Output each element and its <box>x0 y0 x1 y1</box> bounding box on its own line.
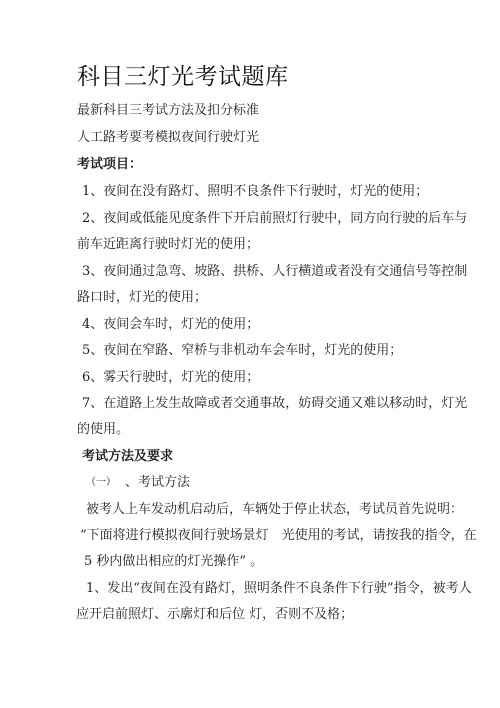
exam-item-line: 前车近距离行驶时灯光的使用； <box>77 237 260 252</box>
exam-item-line: 2、夜间或低能见度条件下开启前照灯行驶中，同方向行驶的后车与 <box>82 211 468 226</box>
exam-item-line: 3、夜间通过急弯、坡路、拱桥、人行横道或者没有交通信号等控制 <box>82 264 468 279</box>
subtitle-line-2: 人工路考要考模拟夜间行驶灯光 <box>77 130 260 145</box>
method-line: “下面将进行模拟夜间行驶场景灯 光使用的考试，请按我的指令，在 <box>80 528 477 543</box>
subtitle-line-1: 最新科目三考试方法及扣分标准 <box>77 103 260 118</box>
method-line: 1、发出“夜间在没有路灯，照明条件不良条件下行驶”指令，被考人 <box>86 581 472 596</box>
method-line: 应开启前照灯、示廓灯和后位 灯，否则不及格； <box>76 607 354 622</box>
method-sub-label: 、考试方法 <box>125 475 191 490</box>
method-subheading <box>86 475 190 492</box>
exam-item-line: 1、夜间在没有路灯、照明不良条件下行驶时，灯光的使用； <box>82 184 429 199</box>
exam-item-line: 4、夜间会车时，灯光的使用； <box>82 317 260 332</box>
section-heading-exam-items: 考试项目： <box>77 157 143 172</box>
section-heading-method: 考试方法及要求 <box>82 449 174 464</box>
exam-item-line: 7、在道路上发生故障或者交通事故，妨碍交通又难以移动时，灯光 <box>82 396 468 411</box>
method-line: 被考人上车发动机启动后，车辆处于停止状态，考试员首先说明： <box>86 502 464 517</box>
document-title: 科目三灯光考试题库 <box>77 64 289 90</box>
method-line: 5 秒内做出相应的灯光操作” 。 <box>84 554 264 569</box>
exam-item-line: 5、夜间在窄路、窄桥与非机动车会车时，灯光的使用； <box>82 343 403 358</box>
method-sub-paren: （一） <box>86 477 111 488</box>
exam-item-line: 6、雾天行驶时，灯光的使用； <box>82 370 260 385</box>
exam-item-line: 路口时，灯光的使用； <box>77 290 208 305</box>
exam-item-line: 的使用。 <box>77 422 130 437</box>
